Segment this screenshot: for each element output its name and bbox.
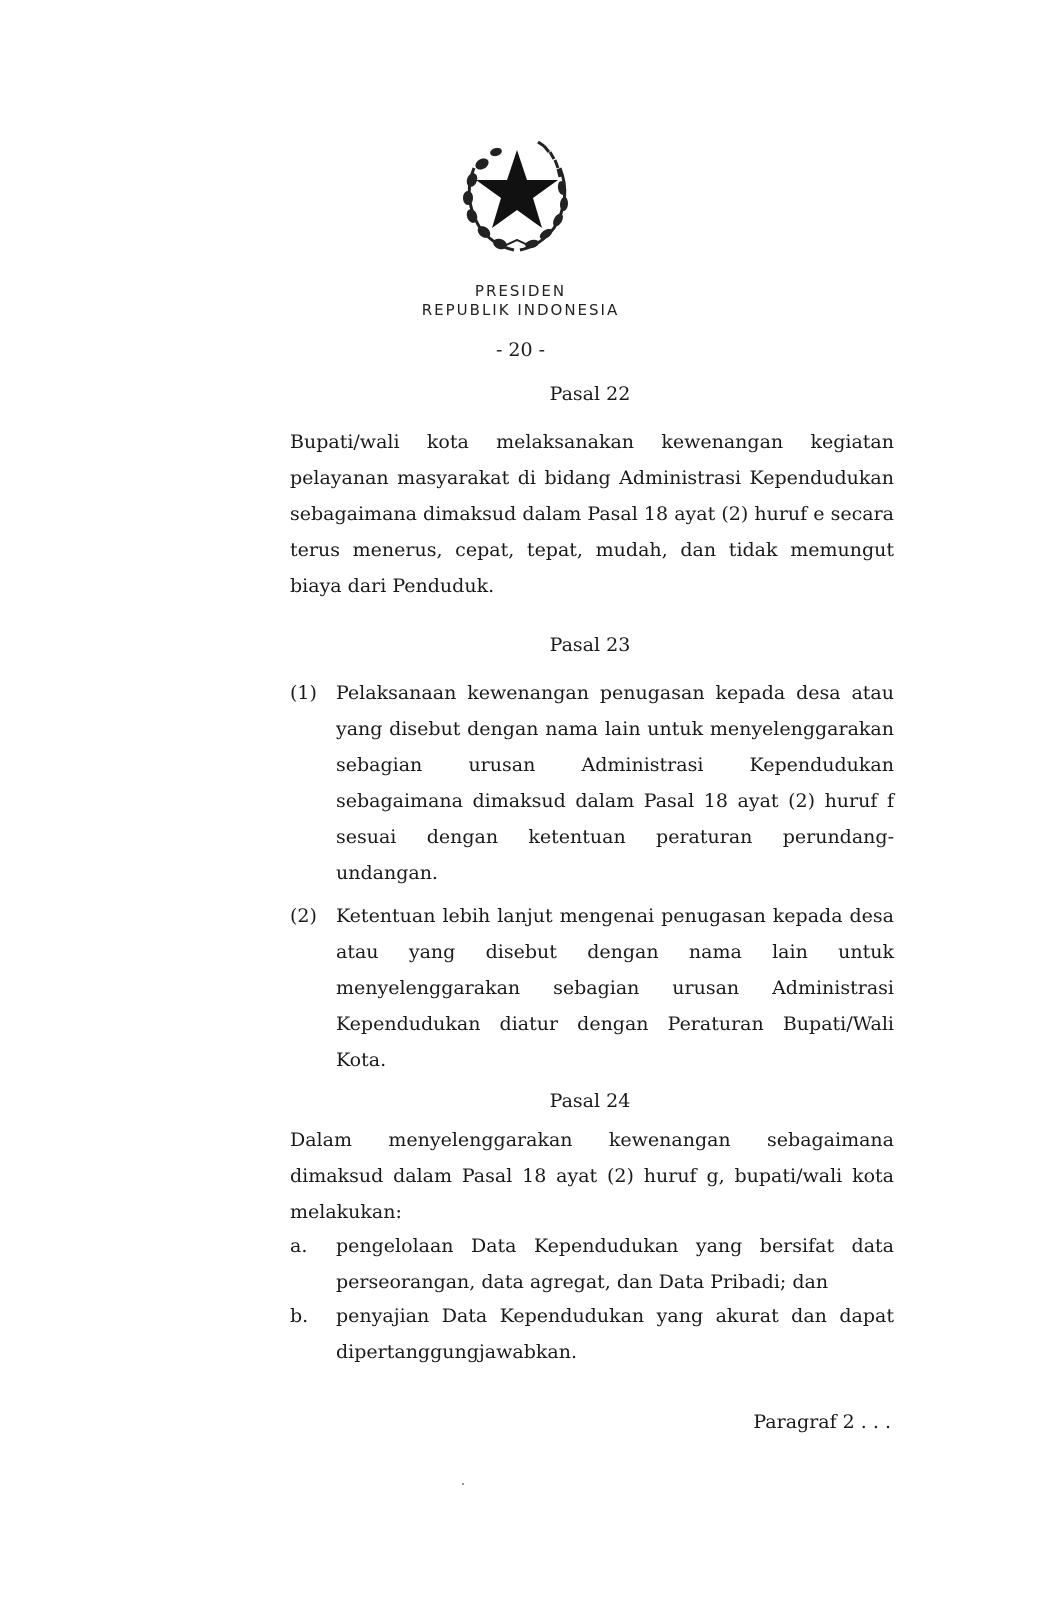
item-label: a.	[290, 1235, 308, 1257]
pasal-24-heading: Pasal 24	[549, 1090, 631, 1112]
pasal-22-heading: Pasal 22	[549, 383, 631, 405]
header-republik-indonesia: REPUBLIK INDONESIA	[421, 301, 620, 319]
pasal-22-text: Bupati/wali kota melaksanakan kewenangan kegiatan pelayanan masyarakat di bidang Administrasi Kependudukan sebagaimana dimaksud dalam Pasal 18 ayat (2) huruf e secara terus menerus, cepat, tepat, mudah, dan tidak memungut biaya dari Penduduk.	[290, 431, 894, 597]
pasal-23-item	[290, 898, 894, 1078]
pasal-24-intro: Dalam menyelenggarakan kewenangan sebagaimana dimaksud dalam Pasal 18 ayat (2) huruf g, bupati/wali kota melakukan:	[290, 1129, 894, 1223]
pasal-23-heading: Pasal 23	[549, 634, 631, 656]
pasal-23-item	[290, 675, 894, 891]
item-text: Pelaksanaan kewenangan penugasan kepada desa atau yang disebut dengan nama lain untuk menyelenggarakan sebagian urusan Administrasi Kependudukan sebagaimana dimaksud dalam Pasal 18 ayat (2) huruf f sesuai dengan ketentuan peraturan perundang-undangan.	[336, 682, 894, 884]
item-label: (2)	[290, 905, 317, 927]
item-text: penyajian Data Kependudukan yang akurat dan dapat dipertanggungjawabkan.	[336, 1305, 894, 1363]
item-label: b.	[290, 1305, 309, 1327]
header-presiden: PRESIDEN	[474, 282, 567, 300]
garuda-star-emblem	[452, 128, 582, 256]
scan-artifact	[462, 1483, 464, 1485]
star-wreath-icon	[452, 128, 582, 256]
pasal-24-item	[290, 1298, 894, 1370]
item-label: (1)	[290, 682, 317, 704]
page-number: - 20 -	[495, 339, 546, 361]
pasal-24-item	[290, 1228, 894, 1300]
item-text: Ketentuan lebih lanjut mengenai penugasan kepada desa atau yang disebut dengan nama lain untuk menyelenggarakan sebagian urusan Administrasi Kependudukan diatur dengan Peraturan Bupati/Wali Kota.	[336, 905, 894, 1071]
continuation-note: Paragraf 2 . . .	[753, 1411, 891, 1433]
item-text: pengelolaan Data Kependudukan yang bersifat data perseorangan, data agregat, dan Data Pribadi; dan	[336, 1235, 894, 1293]
